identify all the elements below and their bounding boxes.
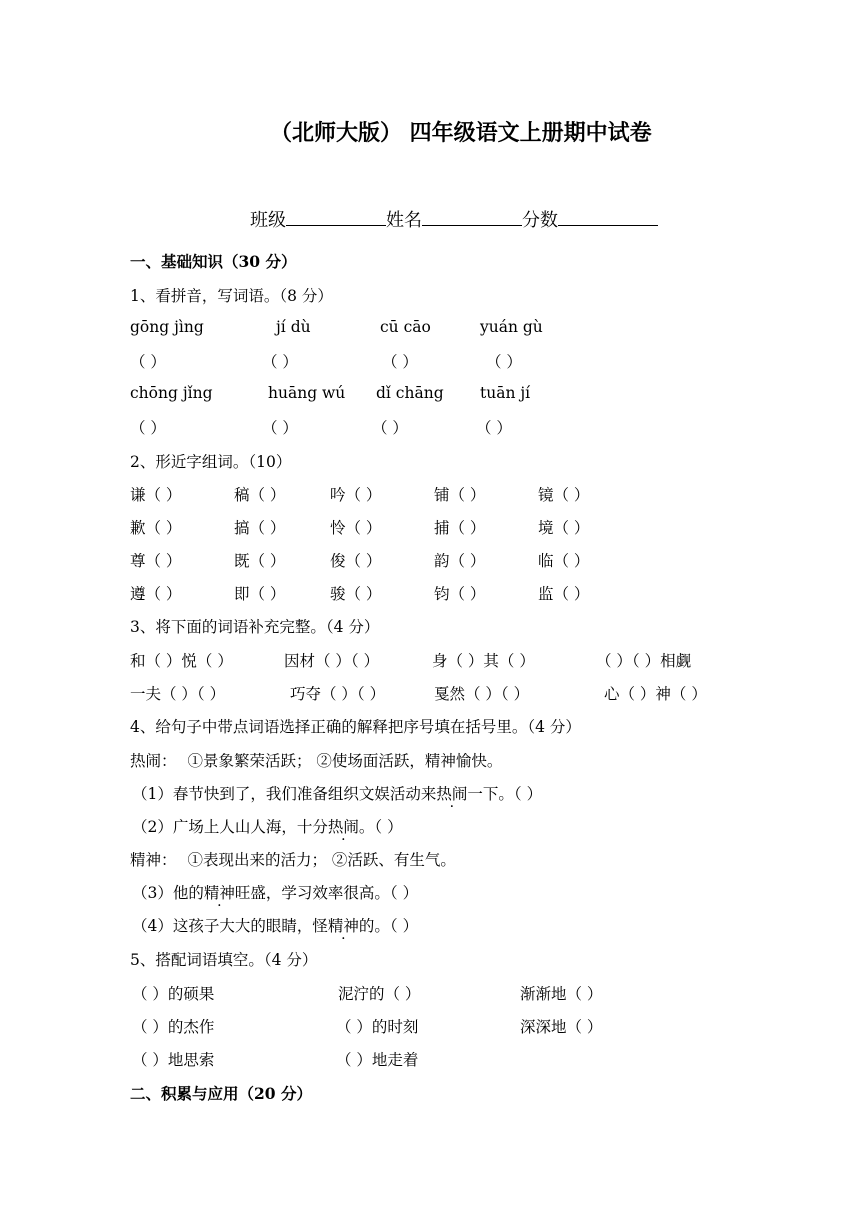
q4-word-2: 精神： [130,851,177,869]
q4-s4-dotted-word: 精神 [327,917,359,935]
q4-s3-post: 旺盛，学习效率很高。（ ） [234,884,419,902]
q4-s1-post: 一下。（ ） [467,785,543,803]
class-blank[interactable] [286,207,386,226]
q4-s4-pre: （4）这孩子大大的眼睛，怪 [132,917,328,935]
q4-sentence-3[interactable] [132,881,418,903]
q1-pinyin: huāng wú [268,384,346,402]
q2-prompt: 2、形近字组词。（10） [130,453,292,471]
q2-item[interactable]: 搞（ ） [234,519,286,537]
q1-pinyin: jí dù [276,318,311,336]
q3-prompt: 3、将下面的词语补充完整。（4 分） [130,618,380,636]
q3-item[interactable]: 戛然（ ）（ ） [434,685,530,703]
q2-item[interactable]: 稿（ ） [234,486,286,504]
q4-s3-dotted-word: 精神 [203,884,235,902]
name-blank[interactable] [422,207,522,226]
q4-s2-dotted-word: 热闹 [327,818,359,836]
q5-item[interactable]: 泥泞的（ ） [338,985,421,1003]
q3-item[interactable]: 和（ ）悦（ ） [130,652,233,670]
q2-item[interactable]: 镜（ ） [538,486,590,504]
q4-word-1: 热闹： [130,752,177,770]
q1-pinyin: chōng jǐng [130,384,213,402]
q2-item[interactable]: 尊（ ） [130,552,182,570]
section2-heading: 二、积累与应用（20 分） [130,1084,312,1103]
q5-prompt: 5、搭配词语填空。（4 分） [130,951,318,969]
q5-item[interactable]: （ ）的杰作 [132,1018,215,1036]
q1-pinyin: yuán gù [480,318,543,336]
q1-answer-blank[interactable]: （ ） [486,353,522,371]
q2-item[interactable]: 吟（ ） [330,486,382,504]
q4-s2-post: 。（ ） [358,818,403,836]
q1-answer-blank[interactable]: （ ） [262,419,298,437]
q2-item[interactable]: 钧（ ） [434,585,486,603]
q5-item[interactable]: （ ）地思索 [132,1051,215,1069]
q4-sentence-4[interactable] [132,914,418,936]
q3-item[interactable]: 身（ ）其（ ） [432,652,535,670]
q4-s4-post: 的。（ ） [358,917,419,935]
q2-item[interactable]: 歉（ ） [130,519,182,537]
q2-item[interactable]: 捕（ ） [434,519,486,537]
q1-answer-blank[interactable]: （ ） [130,419,166,437]
q4-definition-1 [130,749,502,771]
score-blank[interactable] [558,207,658,226]
section1-heading: 一、基础知识（30 分） [130,252,297,271]
q3-item[interactable]: 心（ ）神（ ） [604,685,707,703]
q4-s2-pre: （2）广场上人山人海，十分 [132,818,328,836]
q3-item[interactable]: 巧夺（ ）（ ） [290,685,386,703]
q1-prompt: 1、看拼音，写词语。（8 分） [130,287,333,305]
q2-item[interactable]: 铺（ ） [434,486,486,504]
q4-word-1-defs: ①景象繁荣活跃； ②使场面活跃，精神愉快。 [187,752,503,770]
q1-pinyin: tuān jí [480,384,531,402]
q1-answer-blank[interactable]: （ ） [372,419,408,437]
q3-item[interactable]: 因材（ ）（ ） [284,652,380,670]
q4-s1-dotted-word: 热闹 [436,785,468,803]
q3-item[interactable]: 一夫（ ）（ ） [130,685,226,703]
q1-answer-blank[interactable]: （ ） [476,419,512,437]
q2-item[interactable]: 临（ ） [538,552,590,570]
q3-item[interactable]: （ ）（ ）相觑 [596,652,692,670]
q2-item[interactable]: 骏（ ） [330,585,382,603]
q2-item[interactable]: 遵（ ） [130,585,182,603]
q2-item[interactable]: 怜（ ） [330,519,382,537]
q5-item[interactable]: （ ）地走着 [336,1051,419,1069]
q4-word-2-defs: ①表现出来的活力； ②活跃、有生气。 [187,851,456,869]
q2-item[interactable]: 监（ ） [538,585,590,603]
q1-answer-blank[interactable]: （ ） [130,353,166,371]
q1-pinyin: dǐ chāng [376,384,444,402]
q4-sentence-2[interactable] [132,815,403,837]
q1-answer-blank[interactable]: （ ） [382,353,418,371]
q1-pinyin: gōng jìng [130,318,204,336]
q5-item[interactable]: （ ）的时刻 [336,1018,419,1036]
q2-item[interactable]: 俊（ ） [330,552,382,570]
q2-item[interactable]: 即（ ） [234,585,286,603]
name-label: 姓名 [386,210,422,231]
q4-s1-pre: （1）春节快到了，我们准备组织文娱活动来 [132,785,437,803]
class-label: 班级 [250,210,286,231]
q2-item[interactable]: 境（ ） [538,519,590,537]
q5-item[interactable]: （ ）的硕果 [132,985,215,1003]
page-title: （北师大版） 四年级语文上册期中试卷 [270,120,652,146]
q2-item[interactable]: 韵（ ） [434,552,486,570]
q1-pinyin: cū cāo [380,318,431,336]
q5-item[interactable]: 渐渐地（ ） [520,985,603,1003]
score-label: 分数 [522,210,558,231]
q4-s3-pre: （3）他的 [132,884,204,902]
q5-item[interactable]: 深深地（ ） [520,1018,603,1036]
q2-item[interactable]: 既（ ） [234,552,286,570]
q4-sentence-1[interactable] [132,782,542,804]
q1-answer-blank[interactable]: （ ） [262,353,298,371]
q4-definition-2 [130,848,456,870]
q2-item[interactable]: 谦（ ） [130,486,182,504]
q4-prompt: 4、给句子中带点词语选择正确的解释把序号填在括号里。（4 分） [130,718,581,736]
student-info [250,206,658,232]
